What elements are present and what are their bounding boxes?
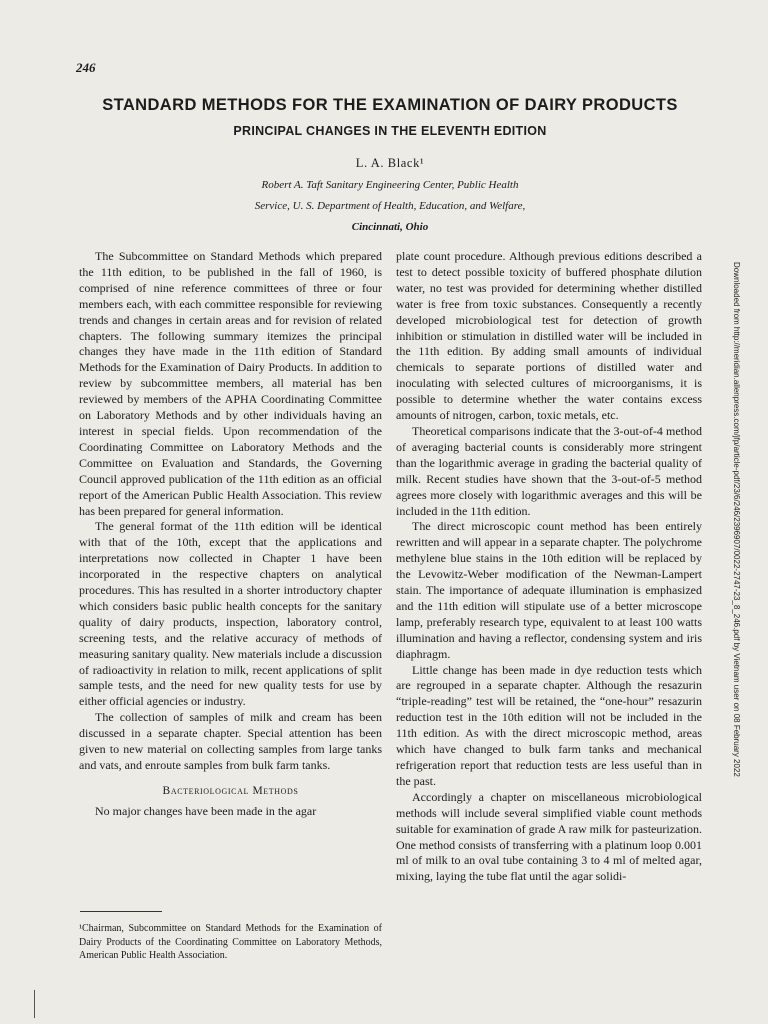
right-paragraph-3: The direct microscopic count method has been entirely rewritten and will appear in a separate chapter. The polychrome methylene blue stains in the 10th edition will be replaced by the Levowitz-Weber modification of the Newman-Lampert stain. The importance of adequate illumination is emphasized and the 11th edition will stipulate use of a better microscope lamp, preferably research type, equivalent to at least 100 watts illumination and having a reflector, condensing system and iris diaphragm. xyxy=(396,519,702,661)
left-paragraph-2: The general format of the 11th edition will be identical with that of the 10th, except that the applications and interpretations now collected in Chapter 1 have been incorporated in the respective chapters on analytical procedures. This has resulted in a shorter introductory chapter which considers basic public health concepts for the sanitary quality of dairy products, inspection, laboratory control, screening tests, and the relative accuracy of methods of measuring sanitary quality. New materials include a discussion of radioactivity in relation to milk, recent applications of split sample tests, and the need for new quality tests for use by either official agencies or industry. xyxy=(79,519,382,709)
right-column xyxy=(396,249,702,885)
right-paragraph-1: plate count procedure. Although previous editions described a test to detect possible toxicity of buffered phosphate dilution water, no test was provided for determining whether distilled water is free from toxic substances. Consequently a recently developed microbiological test for detection of growth inhibition or stimulation in distilled water will be included in the 11th edition. By adding small amounts of individual chemicals to separate portions of distilled water and inoculating with selected cultures of microorganisms, it is possible to determine whether the water contains excess amounts of nitrogen, carbon, toxic metals, etc. xyxy=(396,249,702,423)
download-watermark: Downloaded from http://meridian.allenpress.com/jfp/article-pdf/23/6/246/2396907/0022-2747-23_8_246.pdf by Vietnam user on 08 February 2022 xyxy=(732,262,741,777)
page-number: 246 xyxy=(76,60,96,75)
right-paragraph-2: Theoretical comparisons indicate that the 3-out-of-4 method of averaging bacterial counts is considerably more stringent than the logarithmic average in grading the bacterial quality of milk. Recent studies have shown that the 3-out-of-5 method agrees more closely with logarithmic averages and this will be included in the 11th edition. xyxy=(396,423,702,518)
affiliation-line-3: Cincinnati, Ohio xyxy=(351,221,429,233)
footnote: ¹Chairman, Subcommittee on Standard Methods for the Examination of Dairy Products of the Coordinating Committee on Laboratory Methods, American Public Health Association. xyxy=(79,923,382,961)
affiliation-line-1: Robert A. Taft Sanitary Engineering Center, Public Health xyxy=(261,179,519,191)
left-paragraph-3: The collection of samples of milk and cream has been discussed in a separate chapter. Special attention has been given to new material on collecting samples from large tanks and vats, and enroute samples from bulk farm tanks. xyxy=(79,710,382,772)
right-paragraph-5: Accordingly a chapter on miscellaneous microbiological methods will include several simplified viable count methods suitable for examination of grade A raw milk for pasteurization. One method consists of transferring with a platinum loop 0.001 ml of milk to an oval tube containing 3 to 4 ml of melted agar, mixing, laying the tube flat until the agar solidi- xyxy=(396,789,702,884)
scan-margin-mark xyxy=(34,990,35,1018)
article-subtitle: PRINCIPAL CHANGES IN THE ELEVENTH EDITION xyxy=(233,124,547,138)
left-column xyxy=(79,249,382,820)
affiliation-line-2: Service, U. S. Department of Health, Education, and Welfare, xyxy=(254,200,526,212)
right-paragraph-4: Little change has been made in dye reduction tests which are regrouped in a separate chapter. Although the resazurin “triple-reading” test will be retained, the “one-hour” resazurin reduction test in the 10th edition will not be included in the 11th edition. As with the direct microscopic method, areas which have changed to bulk farm tanks and mechanical refrigeration report that reduction tests are less useful than in the past. xyxy=(396,662,702,788)
left-paragraph-4: No major changes have been made in the agar xyxy=(95,803,317,818)
author-name: L. A. Black¹ xyxy=(355,156,425,170)
footnote-rule xyxy=(80,911,162,912)
section-heading: Bacteriological Methods xyxy=(162,784,299,797)
left-paragraph-1: The Subcommittee on Standard Methods which prepared the 11th edition, to be published in the fall of 1960, is comprised of nine reference committees of three or four members each, with each committee responsible for reviewing trends and changes in certain areas and for revision of related chapters. The following summary itemizes the principal changes they have made in the 11th edition of Standard Methods for the Examination of Dairy Products. In addition to review by subcommittee members, all material has ben reviewed by members of the APHA Coordinating Committee on Laboratory Methods and by other individuals having an interest in special fields. Upon recommendation of the Coordinating Committee on Laboratory Methods and the Committee on Evaluation and Standards, the Governing Council approved publication of the 11th edition as an official report of the American Public Health Association. This review has been prepared for general information. xyxy=(79,249,382,518)
article-title: STANDARD METHODS FOR THE EXAMINATION OF DAIRY PRODUCTS xyxy=(102,96,678,114)
